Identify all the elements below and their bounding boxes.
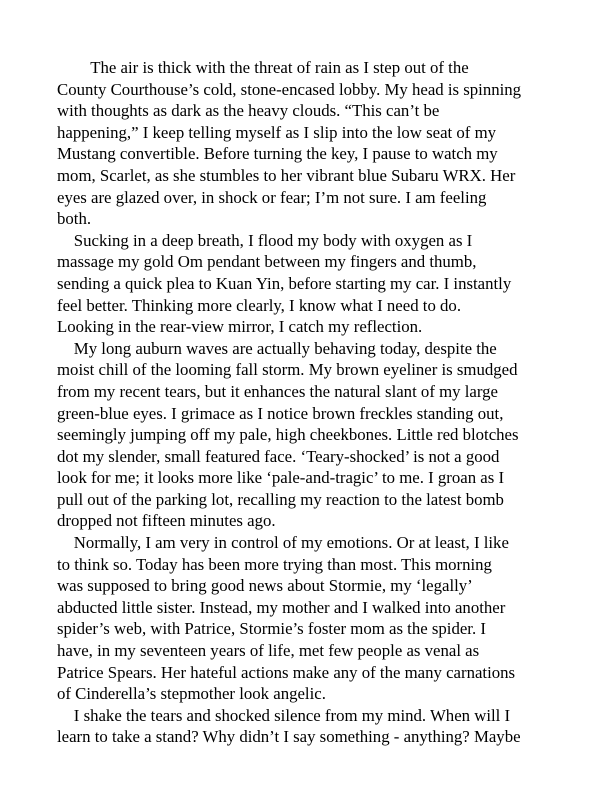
text-line: of Cinderella’s stepmother look angelic. (57, 684, 326, 704)
text-line: from my recent tears, but it enhances the natural slant of my large (57, 381, 498, 401)
text-line: seemingly jumping off my pale, high cheekbones. Little red blotches (57, 425, 519, 445)
text-line: sending a quick plea to Kuan Yin, before starting my car. I instantly (57, 273, 512, 293)
text-line: happening,” I keep telling myself as I slip into the low seat of my (57, 122, 497, 142)
text-line: eyes are glazed over, in shock or fear; I’m not sure. I am feeling (57, 187, 487, 207)
text-line: massage my gold Om pendant between my fingers and thumb, (57, 252, 477, 272)
text-line: County Courthouse’s cold, stone-encased lobby. My head is spinning (57, 79, 522, 99)
text-line: My long auburn waves are actually behaving today, despite the (57, 338, 497, 358)
text-line: Mustang convertible. Before turning the key, I pause to watch my (57, 144, 498, 164)
text-line: I shake the tears and shocked silence from my mind. When will I (57, 705, 511, 725)
text-line: Patrice Spears. Her hateful actions make any of the many carnations (57, 662, 516, 682)
text-line: pull out of the parking lot, recalling my reaction to the latest bomb (57, 489, 504, 509)
text-line: with thoughts as dark as the heavy clouds. “This can’t be (57, 101, 440, 121)
text-line: learn to take a stand? Why didn’t I say something - anything? Maybe (57, 727, 521, 747)
text-line: to think so. Today has been more trying than most. This morning (57, 554, 492, 574)
text-line: The air is thick with the threat of rain as I step out of the (57, 58, 469, 77)
text-line: Sucking in a deep breath, I flood my body with oxygen as I (57, 230, 473, 250)
text-line: look for me; it looks more like ‘pale-and-tragic’ to me. I groan as I (57, 468, 505, 488)
text-line: dot my slender, small featured face. ‘Teary-shocked’ is not a good (57, 446, 500, 466)
text-line: dropped not fifteen minutes ago. (57, 511, 276, 531)
text-line: moist chill of the looming fall storm. My brown eyeliner is smudged (57, 360, 518, 380)
text-line: both. (57, 209, 92, 229)
text-line: Looking in the rear-view mirror, I catch my reflection. (57, 317, 423, 337)
text-line: mom, Scarlet, as she stumbles to her vibrant blue Subaru WRX. Her (57, 165, 516, 185)
text-line: was supposed to bring good news about Stormie, my ‘legally’ (57, 576, 473, 596)
body-text (57, 57, 557, 748)
text-line: abducted little sister. Instead, my mother and I walked into another (57, 597, 506, 617)
text-line: Normally, I am very in control of my emotions. Or at least, I like (57, 533, 509, 553)
text-line: have, in my seventeen years of life, met few people as venal as (57, 641, 480, 661)
text-line: green-blue eyes. I grimace as I notice brown freckles standing out, (57, 403, 504, 423)
text-line: feel better. Thinking more clearly, I know what I need to do. (57, 295, 462, 315)
text-line: spider’s web, with Patrice, Stormie’s foster mom as the spider. I (57, 619, 486, 639)
